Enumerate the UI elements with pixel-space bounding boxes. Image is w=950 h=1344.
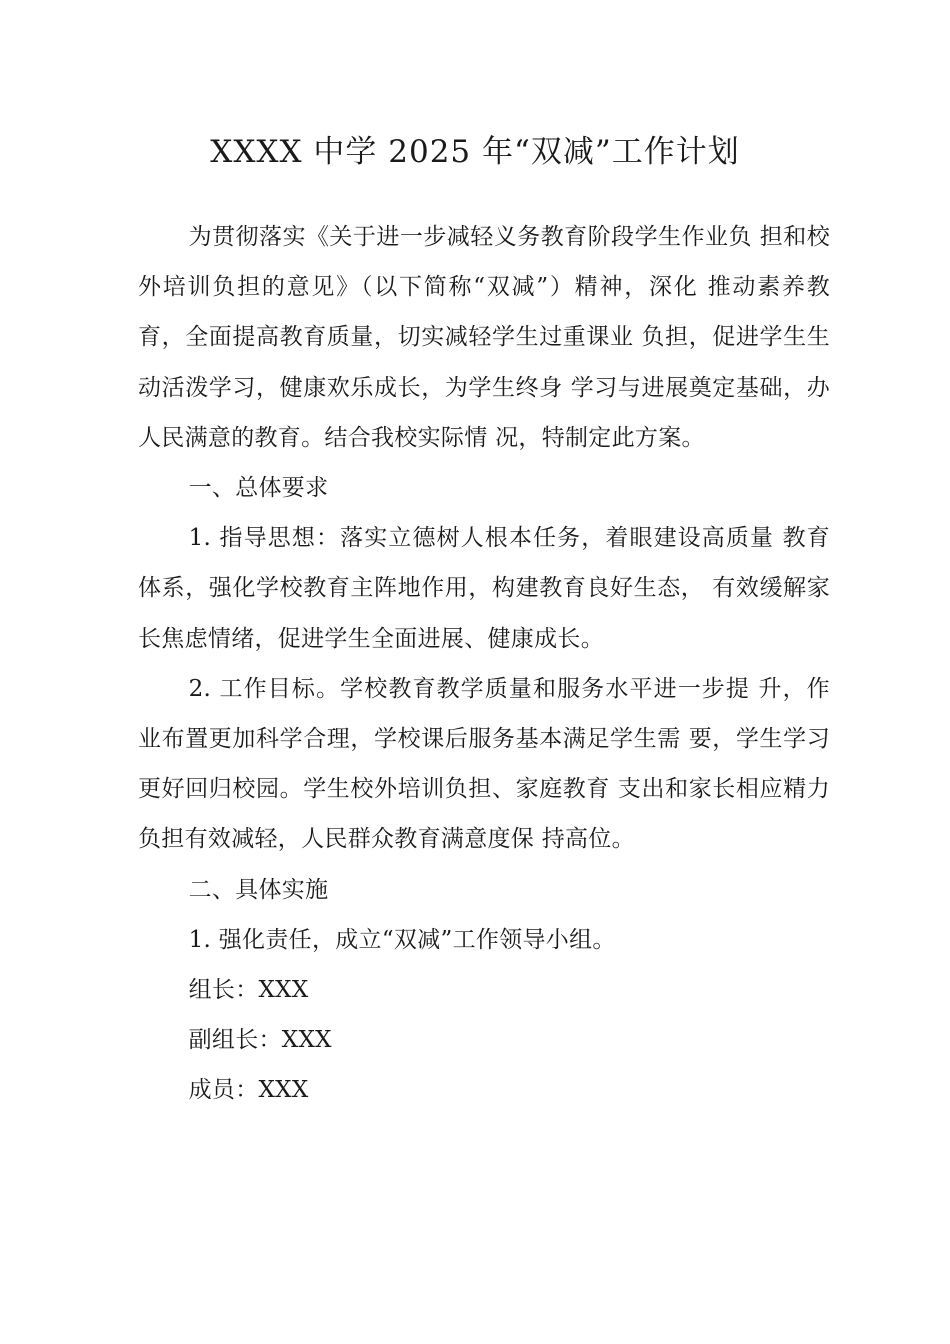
document-body — [138, 212, 830, 1116]
guiding-ideology-paragraph: 1. 指导思想：落实立德树人根本任务，着眼建设高质量 教育体系，强化学校教育主阵地作用，构建教育良好生态， 有效缓解家长焦虑情绪，促进学生全面进展、健康成长。 — [138, 525, 830, 652]
deputy-leader-line: 副组长：XXX — [188, 1027, 332, 1054]
group-leader-line: 组长：XXX — [188, 977, 309, 1004]
leadership-group-item: 1. 强化责任，成立“双减”工作领导小组。 — [188, 926, 616, 953]
work-goals-paragraph: 2. 工作目标。学校教育教学质量和服务水平进一步提 升，作业布置更加科学合理，学校课后服务基本满足学生需 要，学生学习更好回归校园。学生校外培训负担、家庭教育 支出和家长相应精力负担有效减轻，人民群众教育满意度保 持高位。 — [138, 675, 830, 853]
members-line: 成员：XXX — [188, 1077, 309, 1104]
intro-paragraph: 为贯彻落实《关于进一步减轻义务教育阶段学生作业负 担和校外培训负担的意见》（以下简称“双减”）精神，深化 推动素养教育，全面提高教育质量，切实减轻学生过重课业 负担，促进学生生动活泼学习，健康欢乐成长，为学生终身 学习与进展奠定基础，办人民满意的教育。结合我校实际情 况，特制定此方案。 — [138, 224, 830, 451]
section-heading-general-requirements: 一、总体要求 — [188, 475, 329, 502]
document-title: XXXX 中学 2025 年“双减”工作计划 — [210, 134, 740, 170]
section-heading-implementation: 二、具体实施 — [188, 876, 329, 903]
